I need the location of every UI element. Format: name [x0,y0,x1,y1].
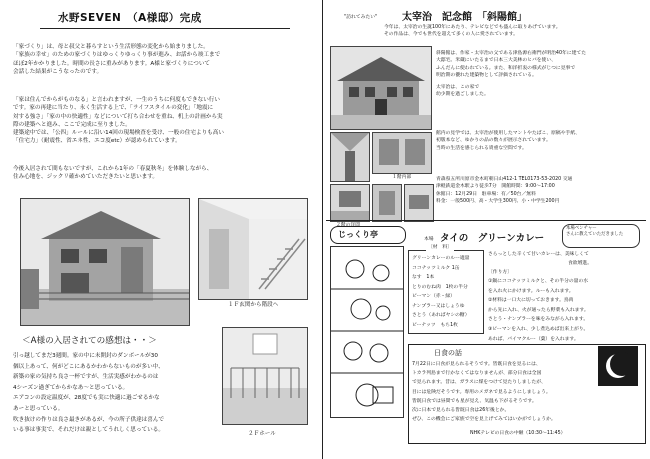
text-line: 初版本など、ゆかりの品の数々が展示されています。 [436,138,551,144]
text-line: 津軽鉄道金木駅より徒歩7分 開館時間：9:00～17:00 [436,184,555,190]
text-line: トカラ列島まで行かなくてはなりませんが、部分日食は全国 [412,371,542,377]
body-paragraph [13,96,224,146]
eclipse-footer: NHKテレビの日食の中継（10:30～11:45） [470,431,566,436]
shayokan-room-photo-b [404,184,434,222]
hall-2f-photo [222,327,308,425]
dazai-lead [384,24,561,39]
text-line: その作品は、今でも世代を超えて多くの人に愛されています。 [384,32,518,38]
ingredient-item: とりのむね肉 1枚の半分 [412,284,468,290]
text-line: 際の建築へと進み、ここで完成に至りました。 [13,121,131,128]
text-line: 会話した結果がこうなったのです。 [13,68,103,75]
text-line: 「家族の幸せ」のための家づくりはゆっくりゆっくり事が進み、お話から竣工まで [13,52,221,59]
text-line: 次に日本で見られる皆既日食は26年後とか。 [412,408,510,414]
ingredient-item: ココナッツミルク 1缶 [412,265,460,271]
curry-intro [488,250,592,344]
dazai-access [436,176,572,206]
caption-shayokan-1f: １階内部 [392,175,412,180]
ingredient-item: グリーンカレーのルー適量 [412,256,470,261]
text-line: です。家の再建に当たり、永く生活する上で、「ライフスタイルの変化」「地震に [13,105,214,112]
recipe-step: ①鍋にココナッツミルクと、その半分の量の水 [488,279,589,284]
ingredient-item: ピーナッツ もち1枚 [412,322,458,328]
text-line: ほぼ2年かかりました。時間の長さに重みがあります。A様と家づくりについて [13,60,211,67]
dazai-notes [436,130,580,152]
comic-strip [330,246,404,418]
impressions-paragraph [13,351,164,436]
ingredients-title: 〔材 料〕 [428,245,452,250]
recipe-step: ③ピーマンを入れ、少し煮込めば出来上がり。 [488,326,589,332]
text-line: 住み心地を、ジックリ確かめていただきたいと思います。 [13,174,158,181]
text-line: 太宰治は、この家で [436,84,480,90]
text-line: 吹き抜けの作りは良さ最きがあるが、今の所子供達は喜んで [13,416,165,423]
ingredients-list [412,254,470,330]
recipe-step: ②材料は一口大に切っておきます。鳥肉 [488,298,574,304]
kicker: "訪れてみたい" [344,15,378,20]
shayokan-corridor-photo [330,132,370,182]
text-line: 個以上あって、何がどこにあるかわからないものが多い中、 [13,363,164,370]
title-underline [40,28,290,29]
text-line: 目には危険だそうです。専用のメガネで見るようにしましょう。 [412,389,551,395]
text-line: 休館日：12月29日 駐車場：有／50台／無料 [436,191,536,197]
shayokan-interior-1f-photo [372,132,432,174]
text-line: 今後入居されて間もないですが、これから1年の「春夏秋冬」を体験しながら、 [13,166,213,172]
text-line: 青森県五所川原市金木町朝日山412-1 TEL0173-53-2020 交通 [436,177,573,182]
shayokan-exterior-photo [330,46,432,130]
recipe-step: を入れ火にかけます。ルーも入れます。 [488,288,574,294]
entrance-photo [198,198,308,300]
text-line: いる事は事実で、それだけは親としてうれしく思っている。 [13,427,164,434]
text-line: 食欲増進。 [568,261,592,266]
caption-1f-entrance: １Ｆ玄関から階段へ [228,302,279,308]
closing-paragraph [13,165,212,182]
eclipse-title: 日食の話 [434,349,462,357]
article-title: 水野SEVEN （A様邸）完成 [58,12,202,24]
logo-text: じっくり亭 [338,230,378,239]
text-line: 明治期の優れた建築物として評価されている。 [436,73,537,79]
recipe-step: から先に入れ、火が通ったら野菜も入れます。 [488,307,589,313]
text-line: 料金：一般500円、高・大学生300円、小・中学生200円 [436,199,560,205]
ingredient-item: ピーマン（赤・緑） [412,294,455,299]
text-line: で見られます。昔は、ガラスに煤をつけて見たりしましたが、 [412,380,546,386]
recipe-source-text: 本場ベンチャー さんに教えていただきました [566,226,624,238]
text-line: あーと思っている。 [13,405,64,412]
dazai-history [436,50,586,98]
text-line: ふんだんに使われている。また、和洋折衷の様式がじつに見事で [436,65,576,71]
recipe-step: さとう・ナンプラーを味をみながら入れます。 [488,317,589,323]
text-line: 「家は住んでからがものなる」と言われますが、一生のうちに何度もできない行い [13,97,220,103]
section-divider [326,220,646,221]
text-line: 7月22日に日食が見られるそうです。皆既日食を見るには、 [412,362,541,367]
text-line: 「家づくり」は、母と叔父と暮らすという生活形態の変化から始まりました。 [13,44,209,50]
curry-title: タイの グリーンカレー [440,233,545,244]
text-line: 引っ越してまだ3週間。家の中に未開封のダンボールが30 [13,353,158,359]
text-line: 建築途中では、「公四」ルールに沿い14回の現場検査を受け、一般の住宅よりも高い [13,130,224,137]
text-line: 今年は、太宰治の生誕100年にあたり、テレビなどでも盛んに取りあげています。 [384,25,561,30]
intro-paragraph [13,43,220,76]
ingredient-item: なす 1本 [412,275,435,280]
text-line: 当時の生活を感じられる貴重な空間です。 [436,145,527,151]
caption-2f-hall: ２Ｆホール [248,431,276,437]
text-line: 皆既日食では昼間でも星が見え、気温も下がるそうです。 [412,398,537,404]
ingredient-item: ナンプラー又はしょうゆ [412,303,465,309]
text-line: さらっとした辛くて甘いカレーは、美味しくて [488,252,589,257]
text-line: 4シーズン過ぎてからかなあ～と思っている。 [13,384,129,391]
text-line: 対する強さ」「家の中の快適性」などについて打ち合わせを重ね、机上の計画から実 [13,113,223,120]
text-line: 「住宅力」（耐震性、省エネ性、エコ度etc）が認められています。 [13,138,181,145]
text-line: 幼少期を過ごしました。 [436,92,489,98]
text-line: ぜひ、この機会にご家族で空を見上げてみてはいかがでしょうか。 [412,417,556,423]
eclipse-body [412,360,556,424]
ingredient-item: さとう（あればヤシの糖） [412,313,470,318]
recipe-step: あれば、バイマクルー（葉）を入れます。 [488,336,579,342]
text-line: 大邸宅。米蔵にいたるまで日本三大美林のヒバを使い、 [436,58,556,64]
text-line: 斜陽館は、作家・太宰治の父である津島源右衛門が明治40年に建てた [436,51,587,56]
text-line: 館内の見学では、太宰治が使用したマントやたばこ、原稿や手紙、 [436,131,580,136]
curry-brand: 本場 [424,237,434,242]
text-line: エアコンの設定温度が、28度でも実に快適に過ごせるかな [13,395,160,402]
caption-shayokan-2f: ２階の洋間 [336,223,360,228]
house-exterior-photo [20,198,190,326]
steps-title: 〔作り方〕 [488,270,512,275]
text-line: 新築の家の気持ち良さ一杯ですが、生活実感がわかるのは [13,374,159,381]
shayokan-room-photo-a [372,184,402,222]
shayokan-western-room-photo [330,184,370,222]
dazai-title: 太宰治 記念館 「斜陽館」 [402,12,527,23]
eclipse-icon [598,346,638,386]
section-title-impressions: ＜A様の入居されての感想は・・＞ [22,336,157,346]
page-divider [322,0,323,459]
